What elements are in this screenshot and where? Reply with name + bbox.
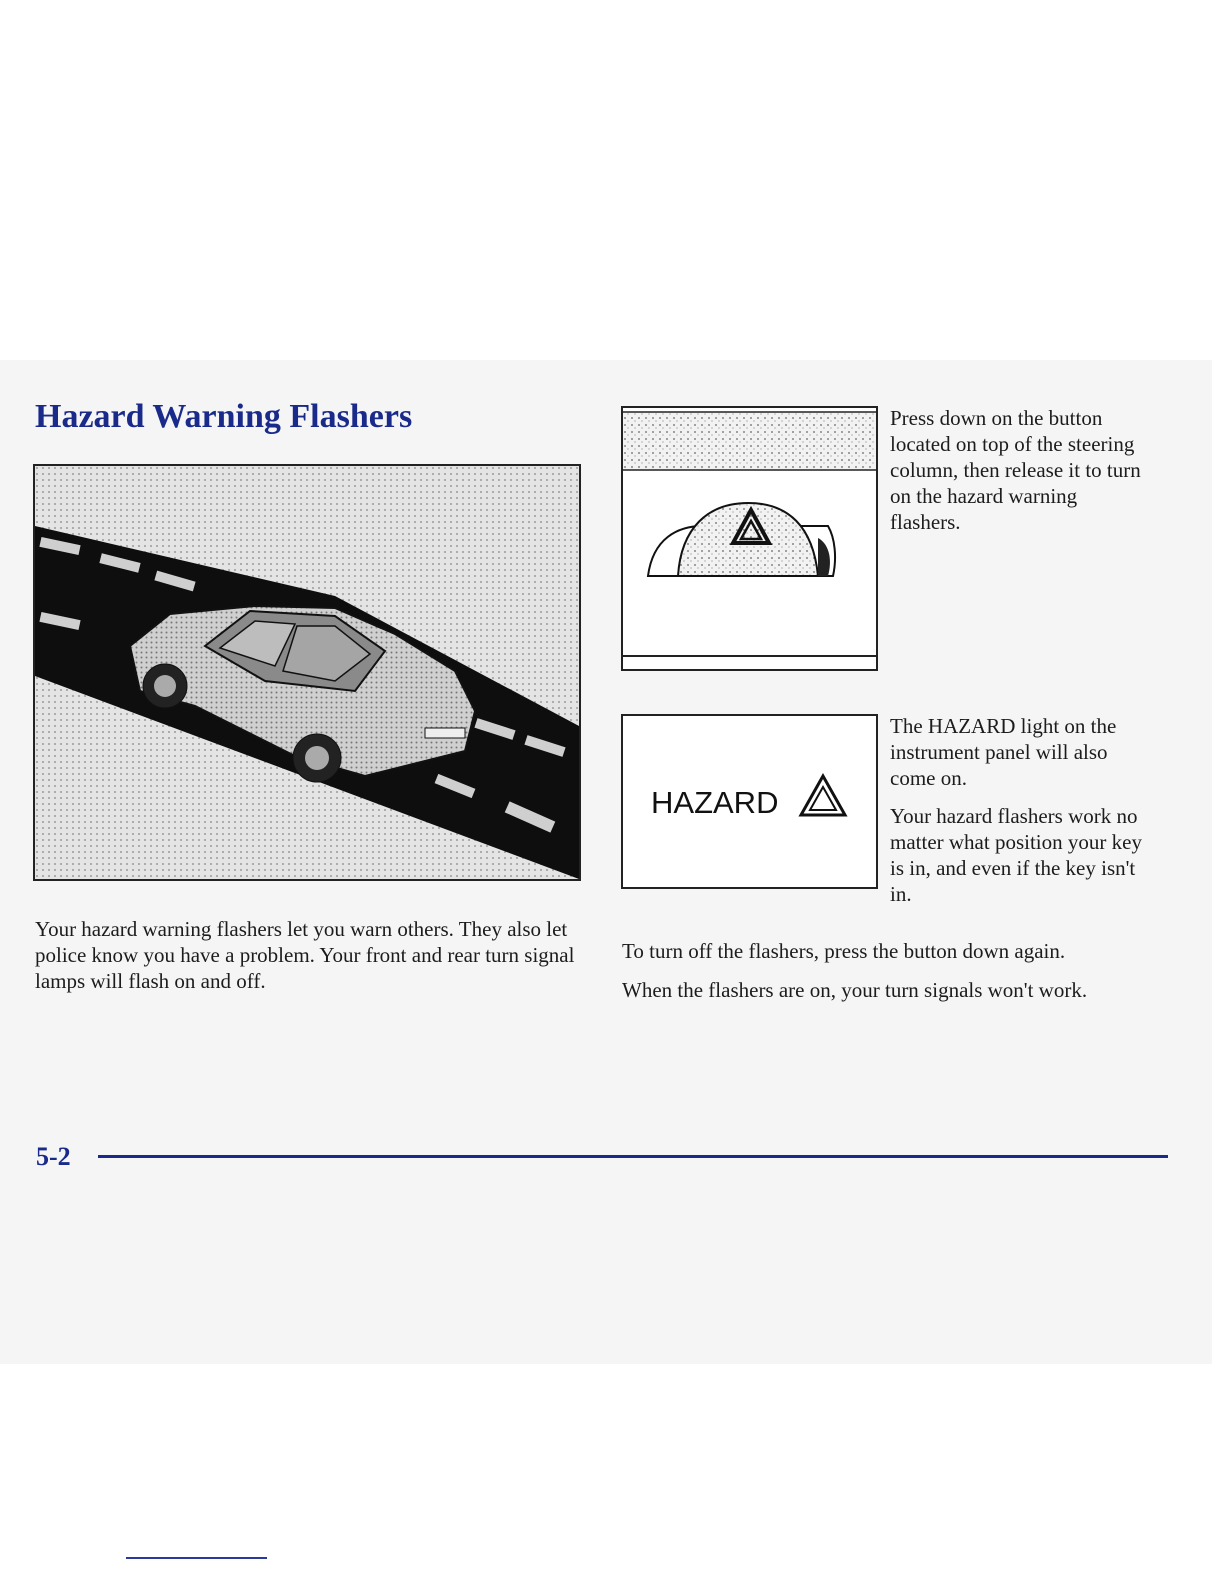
hazard-works-note: Your hazard flashers work no matter what position your key is in, and even if the key isn't in. [890, 804, 1142, 906]
hazard-indicator-label: HAZARD [651, 785, 779, 820]
button-instruction: Press down on the button located on top of the steering column, then release it to turn on the hazard warning flashers. [890, 406, 1141, 534]
turn-off-instruction: To turn off the flashers, press the button down again. [622, 939, 1066, 963]
hazard-indicator-illustration [621, 714, 878, 889]
footer-rule [98, 1155, 1168, 1158]
hazard-light-note: The HAZARD light on the instrument panel will also come on. [890, 714, 1117, 790]
bottom-mark [126, 1557, 267, 1559]
intro-paragraph: Your hazard warning flashers let you warn others. They also let police know you have a problem. Your front and rear turn signal lamps will flash on and off. [35, 917, 575, 993]
hazard-button-illustration [621, 406, 878, 671]
car-road-illustration [33, 464, 581, 881]
page-number: 5-2 [36, 1142, 71, 1171]
page-title: Hazard Warning Flashers [35, 398, 413, 435]
turn-signals-note: When the flashers are on, your turn signals won't work. [622, 978, 1088, 1002]
